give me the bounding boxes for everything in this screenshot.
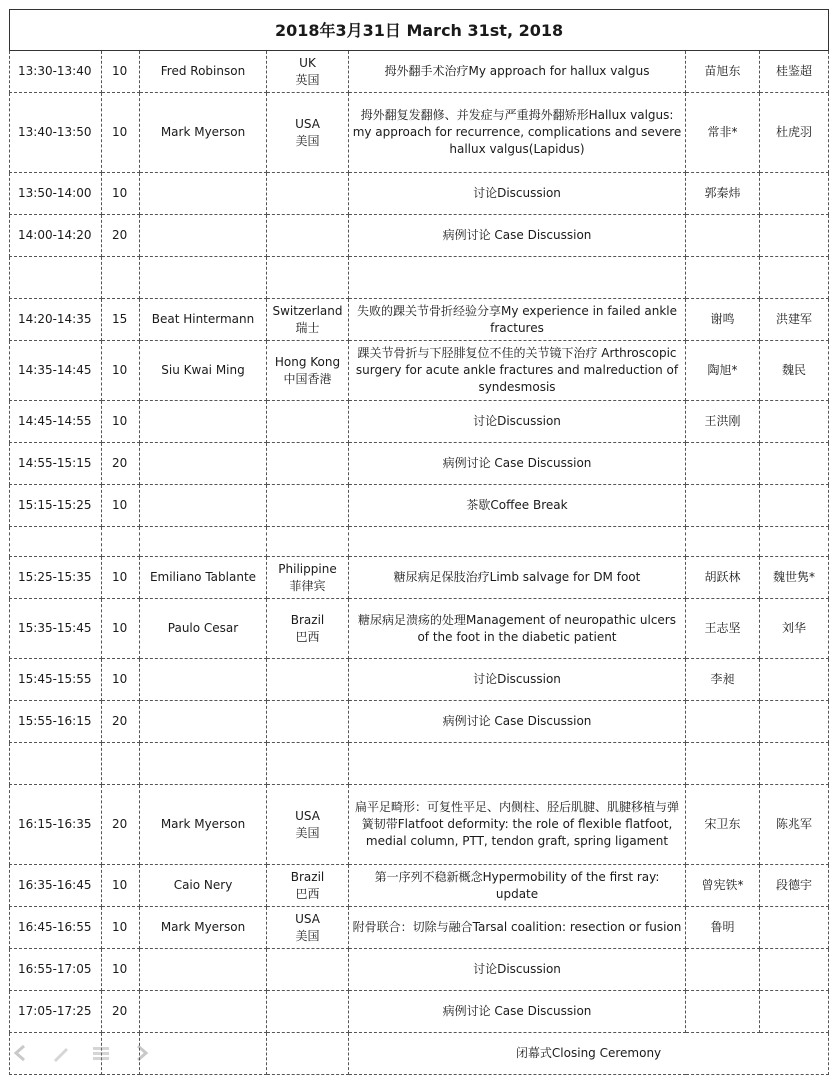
chair-cell: 李昶 [686, 659, 760, 701]
co-chair-cell [760, 949, 829, 991]
time-cell: 15:55-16:15 [10, 701, 102, 743]
empty-cell [760, 743, 829, 785]
duration-cell: 10 [102, 949, 140, 991]
schedule-table [9, 9, 829, 1075]
empty-cell [102, 527, 140, 557]
co-chair-cell [760, 173, 829, 215]
country-cell [267, 51, 349, 93]
speaker-cell: Caio Nery [140, 865, 267, 907]
duration-cell: 10 [102, 401, 140, 443]
co-chair-cell: 刘华 [760, 599, 829, 659]
duration-cell: 10 [102, 173, 140, 215]
empty-cell [267, 527, 349, 557]
topic-cell: 病例讨论 Case Discussion [349, 991, 686, 1033]
empty-cell [267, 1033, 349, 1075]
duration-cell: 15 [102, 299, 140, 341]
country-cn: 巴西 [295, 886, 320, 901]
time-cell: 13:40-13:50 [10, 93, 102, 173]
co-chair-cell [760, 701, 829, 743]
topic-cell: 病例讨论 Case Discussion [349, 701, 686, 743]
time-cell: 13:30-13:40 [10, 51, 102, 93]
empty-cell [10, 257, 102, 299]
chair-cell: 郭秦炜 [686, 173, 760, 215]
country-cn: 美国 [295, 928, 320, 943]
time-cell: 14:55-15:15 [10, 443, 102, 485]
empty-cell [140, 401, 267, 443]
topic-cell: 拇外翻复发翻修、并发症与严重拇外翻矫形Hallux valgus: my approach for recurrence, complications and severe hallux valgus(Lapidus) [349, 93, 686, 173]
menu-icon[interactable] [90, 1042, 112, 1064]
duration-cell: 10 [102, 341, 140, 401]
chair-cell: 宋卫东 [686, 785, 760, 865]
empty-cell [686, 527, 760, 557]
chair-cell: 常非* [686, 93, 760, 173]
time-cell: 15:45-15:55 [10, 659, 102, 701]
duration-cell: 10 [102, 865, 140, 907]
chair-cell: 曾宪铁* [686, 865, 760, 907]
co-chair-cell: 桂鉴超 [760, 51, 829, 93]
schedule-row [10, 443, 829, 485]
schedule-row [10, 485, 829, 527]
country-cn: 中国香港 [283, 371, 332, 386]
duration-cell: 10 [102, 93, 140, 173]
back-arrow-icon[interactable] [10, 1042, 32, 1064]
co-chair-cell [760, 443, 829, 485]
time-cell: 14:35-14:45 [10, 341, 102, 401]
country-cell [267, 299, 349, 341]
chair-cell: 苗旭东 [686, 51, 760, 93]
empty-cell [140, 527, 267, 557]
topic-cell: 讨论Discussion [349, 949, 686, 991]
speaker-cell: Beat Hintermann [140, 299, 267, 341]
empty-cell [140, 701, 267, 743]
closing-ceremony: 闭幕式Closing Ceremony [349, 1033, 829, 1075]
schedule-row [10, 599, 829, 659]
empty-cell [10, 743, 102, 785]
speaker-cell: Mark Myerson [140, 907, 267, 949]
speaker-cell: Siu Kwai Ming [140, 341, 267, 401]
co-chair-cell: 洪建军 [760, 299, 829, 341]
co-chair-cell: 陈兆军 [760, 785, 829, 865]
topic-cell: 讨论Discussion [349, 401, 686, 443]
topic-cell: 扁平足畸形：可复性平足、内侧柱、胫后肌腱、肌腱移植与弹簧韧带Flatfoot deformity: the role of flexible flatfoot, medial column, PTT, tendon graft, spring ligament [349, 785, 686, 865]
time-cell: 17:05-17:25 [10, 991, 102, 1033]
schedule-row [10, 991, 829, 1033]
speaker-cell: Fred Robinson [140, 51, 267, 93]
schedule-row [10, 299, 829, 341]
country-cn: 美国 [295, 133, 320, 148]
co-chair-cell [760, 485, 829, 527]
time-cell: 15:15-15:25 [10, 485, 102, 527]
country-cn: 英国 [295, 72, 320, 87]
country-cell [267, 785, 349, 865]
country-en: UK [299, 55, 316, 70]
country-cell [267, 907, 349, 949]
co-chair-cell [760, 401, 829, 443]
empty-cell [267, 485, 349, 527]
chair-cell: 王洪刚 [686, 401, 760, 443]
co-chair-cell [760, 907, 829, 949]
country-en: Switzerland [272, 303, 343, 318]
forward-arrow-icon[interactable] [130, 1042, 152, 1064]
chair-cell: 王志坚 [686, 599, 760, 659]
topic-cell: 糖尿病足保肢治疗Limb salvage for DM foot [349, 557, 686, 599]
schedule-row [10, 341, 829, 401]
empty-cell [267, 401, 349, 443]
schedule-row [10, 949, 829, 991]
empty-cell [140, 659, 267, 701]
duration-cell: 10 [102, 557, 140, 599]
duration-cell: 10 [102, 907, 140, 949]
empty-cell [140, 991, 267, 1033]
empty-cell [686, 743, 760, 785]
topic-cell: 讨论Discussion [349, 659, 686, 701]
schedule-row [10, 907, 829, 949]
chair-cell: 鲁明 [686, 907, 760, 949]
topic-cell: 茶歇Coffee Break [349, 485, 686, 527]
schedule-row [10, 51, 829, 93]
empty-cell [349, 257, 686, 299]
duration-cell: 20 [102, 991, 140, 1033]
country-cell [267, 557, 349, 599]
duration-cell: 20 [102, 215, 140, 257]
empty-cell [267, 949, 349, 991]
chair-cell [686, 949, 760, 991]
duration-cell: 20 [102, 701, 140, 743]
speaker-cell: Mark Myerson [140, 785, 267, 865]
topic-cell: 附骨联合：切除与融合Tarsal coalition: resection or fusion [349, 907, 686, 949]
pen-icon[interactable] [50, 1042, 72, 1064]
empty-cell [140, 173, 267, 215]
country-cell [267, 599, 349, 659]
time-cell: 15:35-15:45 [10, 599, 102, 659]
country-cell [267, 93, 349, 173]
empty-cell [267, 991, 349, 1033]
country-cn: 瑞士 [295, 320, 320, 335]
chair-cell: 胡跃林 [686, 557, 760, 599]
schedule-row [10, 557, 829, 599]
speaker-cell: Emiliano Tablante [140, 557, 267, 599]
bottom-toolbar [10, 1040, 152, 1066]
topic-cell: 讨论Discussion [349, 173, 686, 215]
time-cell: 15:25-15:35 [10, 557, 102, 599]
schedule-row [10, 785, 829, 865]
country-en: Brazil [290, 612, 325, 627]
country-en: USA [295, 116, 320, 131]
separator-row [10, 527, 829, 557]
country-cell [267, 865, 349, 907]
chair-cell [686, 443, 760, 485]
time-cell: 16:55-17:05 [10, 949, 102, 991]
schedule-row [10, 215, 829, 257]
country-cell [267, 341, 349, 401]
schedule-row [10, 865, 829, 907]
country-cn: 菲律宾 [289, 578, 326, 593]
page-title: 2018年3月31日 March 31st, 2018 [10, 10, 829, 51]
empty-cell [267, 659, 349, 701]
country-en: Brazil [290, 869, 325, 884]
topic-cell: 病例讨论 Case Discussion [349, 215, 686, 257]
empty-cell [686, 257, 760, 299]
empty-cell [102, 257, 140, 299]
empty-cell [140, 1033, 267, 1075]
empty-cell [102, 743, 140, 785]
chair-cell: 陶旭* [686, 341, 760, 401]
topic-cell: 失败的踝关节骨折经验分享My experience in failed ankle fractures [349, 299, 686, 341]
schedule-row [10, 173, 829, 215]
chair-cell [686, 485, 760, 527]
schedule-row [10, 701, 829, 743]
duration-cell: 10 [102, 51, 140, 93]
empty-cell [760, 257, 829, 299]
co-chair-cell: 魏民 [760, 341, 829, 401]
speaker-cell: Paulo Cesar [140, 599, 267, 659]
country-cn: 巴西 [295, 629, 320, 644]
time-cell: 16:35-16:45 [10, 865, 102, 907]
schedule-row [10, 93, 829, 173]
time-cell: 14:20-14:35 [10, 299, 102, 341]
chair-cell [686, 215, 760, 257]
country-cn: 美国 [295, 825, 320, 840]
empty-cell [760, 527, 829, 557]
time-cell: 14:45-14:55 [10, 401, 102, 443]
schedule-row [10, 659, 829, 701]
separator-row [10, 257, 829, 299]
time-cell: 14:00-14:20 [10, 215, 102, 257]
country-en: Philippine [278, 561, 337, 576]
empty-cell [267, 701, 349, 743]
title-row [10, 10, 829, 51]
co-chair-cell [760, 215, 829, 257]
co-chair-cell [760, 991, 829, 1033]
topic-cell: 踝关节骨折与下胫腓复位不佳的关节镜下治疗 Arthroscopic surgery for acute ankle fractures and malreduction of syndesmosis [349, 341, 686, 401]
empty-cell [140, 215, 267, 257]
co-chair-cell: 段德宇 [760, 865, 829, 907]
empty-cell [140, 949, 267, 991]
empty-cell [140, 743, 267, 785]
co-chair-cell: 魏世隽* [760, 557, 829, 599]
topic-cell: 糖尿病足溃疡的处理Management of neuropathic ulcers of the foot in the diabetic patient [349, 599, 686, 659]
duration-cell: 10 [102, 485, 140, 527]
topic-cell: 拇外翻手术治疗My approach for hallux valgus [349, 51, 686, 93]
duration-cell: 20 [102, 443, 140, 485]
schedule-row [10, 401, 829, 443]
country-en: USA [295, 911, 320, 926]
empty-cell [10, 527, 102, 557]
chair-cell [686, 991, 760, 1033]
empty-cell [349, 527, 686, 557]
time-cell: 13:50-14:00 [10, 173, 102, 215]
topic-cell: 病例讨论 Case Discussion [349, 443, 686, 485]
duration-cell: 10 [102, 659, 140, 701]
duration-cell: 20 [102, 785, 140, 865]
co-chair-cell [760, 659, 829, 701]
empty-cell [267, 173, 349, 215]
empty-cell [140, 257, 267, 299]
time-cell: 16:15-16:35 [10, 785, 102, 865]
chair-cell [686, 701, 760, 743]
topic-cell: 第一序列不稳新概念Hypermobility of the first ray: update [349, 865, 686, 907]
chair-cell: 谢鸣 [686, 299, 760, 341]
empty-cell [267, 443, 349, 485]
empty-cell [349, 743, 686, 785]
separator-row [10, 743, 829, 785]
speaker-cell: Mark Myerson [140, 93, 267, 173]
empty-cell [140, 485, 267, 527]
co-chair-cell: 杜虎羽 [760, 93, 829, 173]
empty-cell [267, 257, 349, 299]
duration-cell: 10 [102, 599, 140, 659]
country-en: Hong Kong [274, 354, 341, 369]
empty-cell [140, 443, 267, 485]
empty-cell [267, 215, 349, 257]
time-cell: 16:45-16:55 [10, 907, 102, 949]
empty-cell [267, 743, 349, 785]
country-en: USA [295, 808, 320, 823]
